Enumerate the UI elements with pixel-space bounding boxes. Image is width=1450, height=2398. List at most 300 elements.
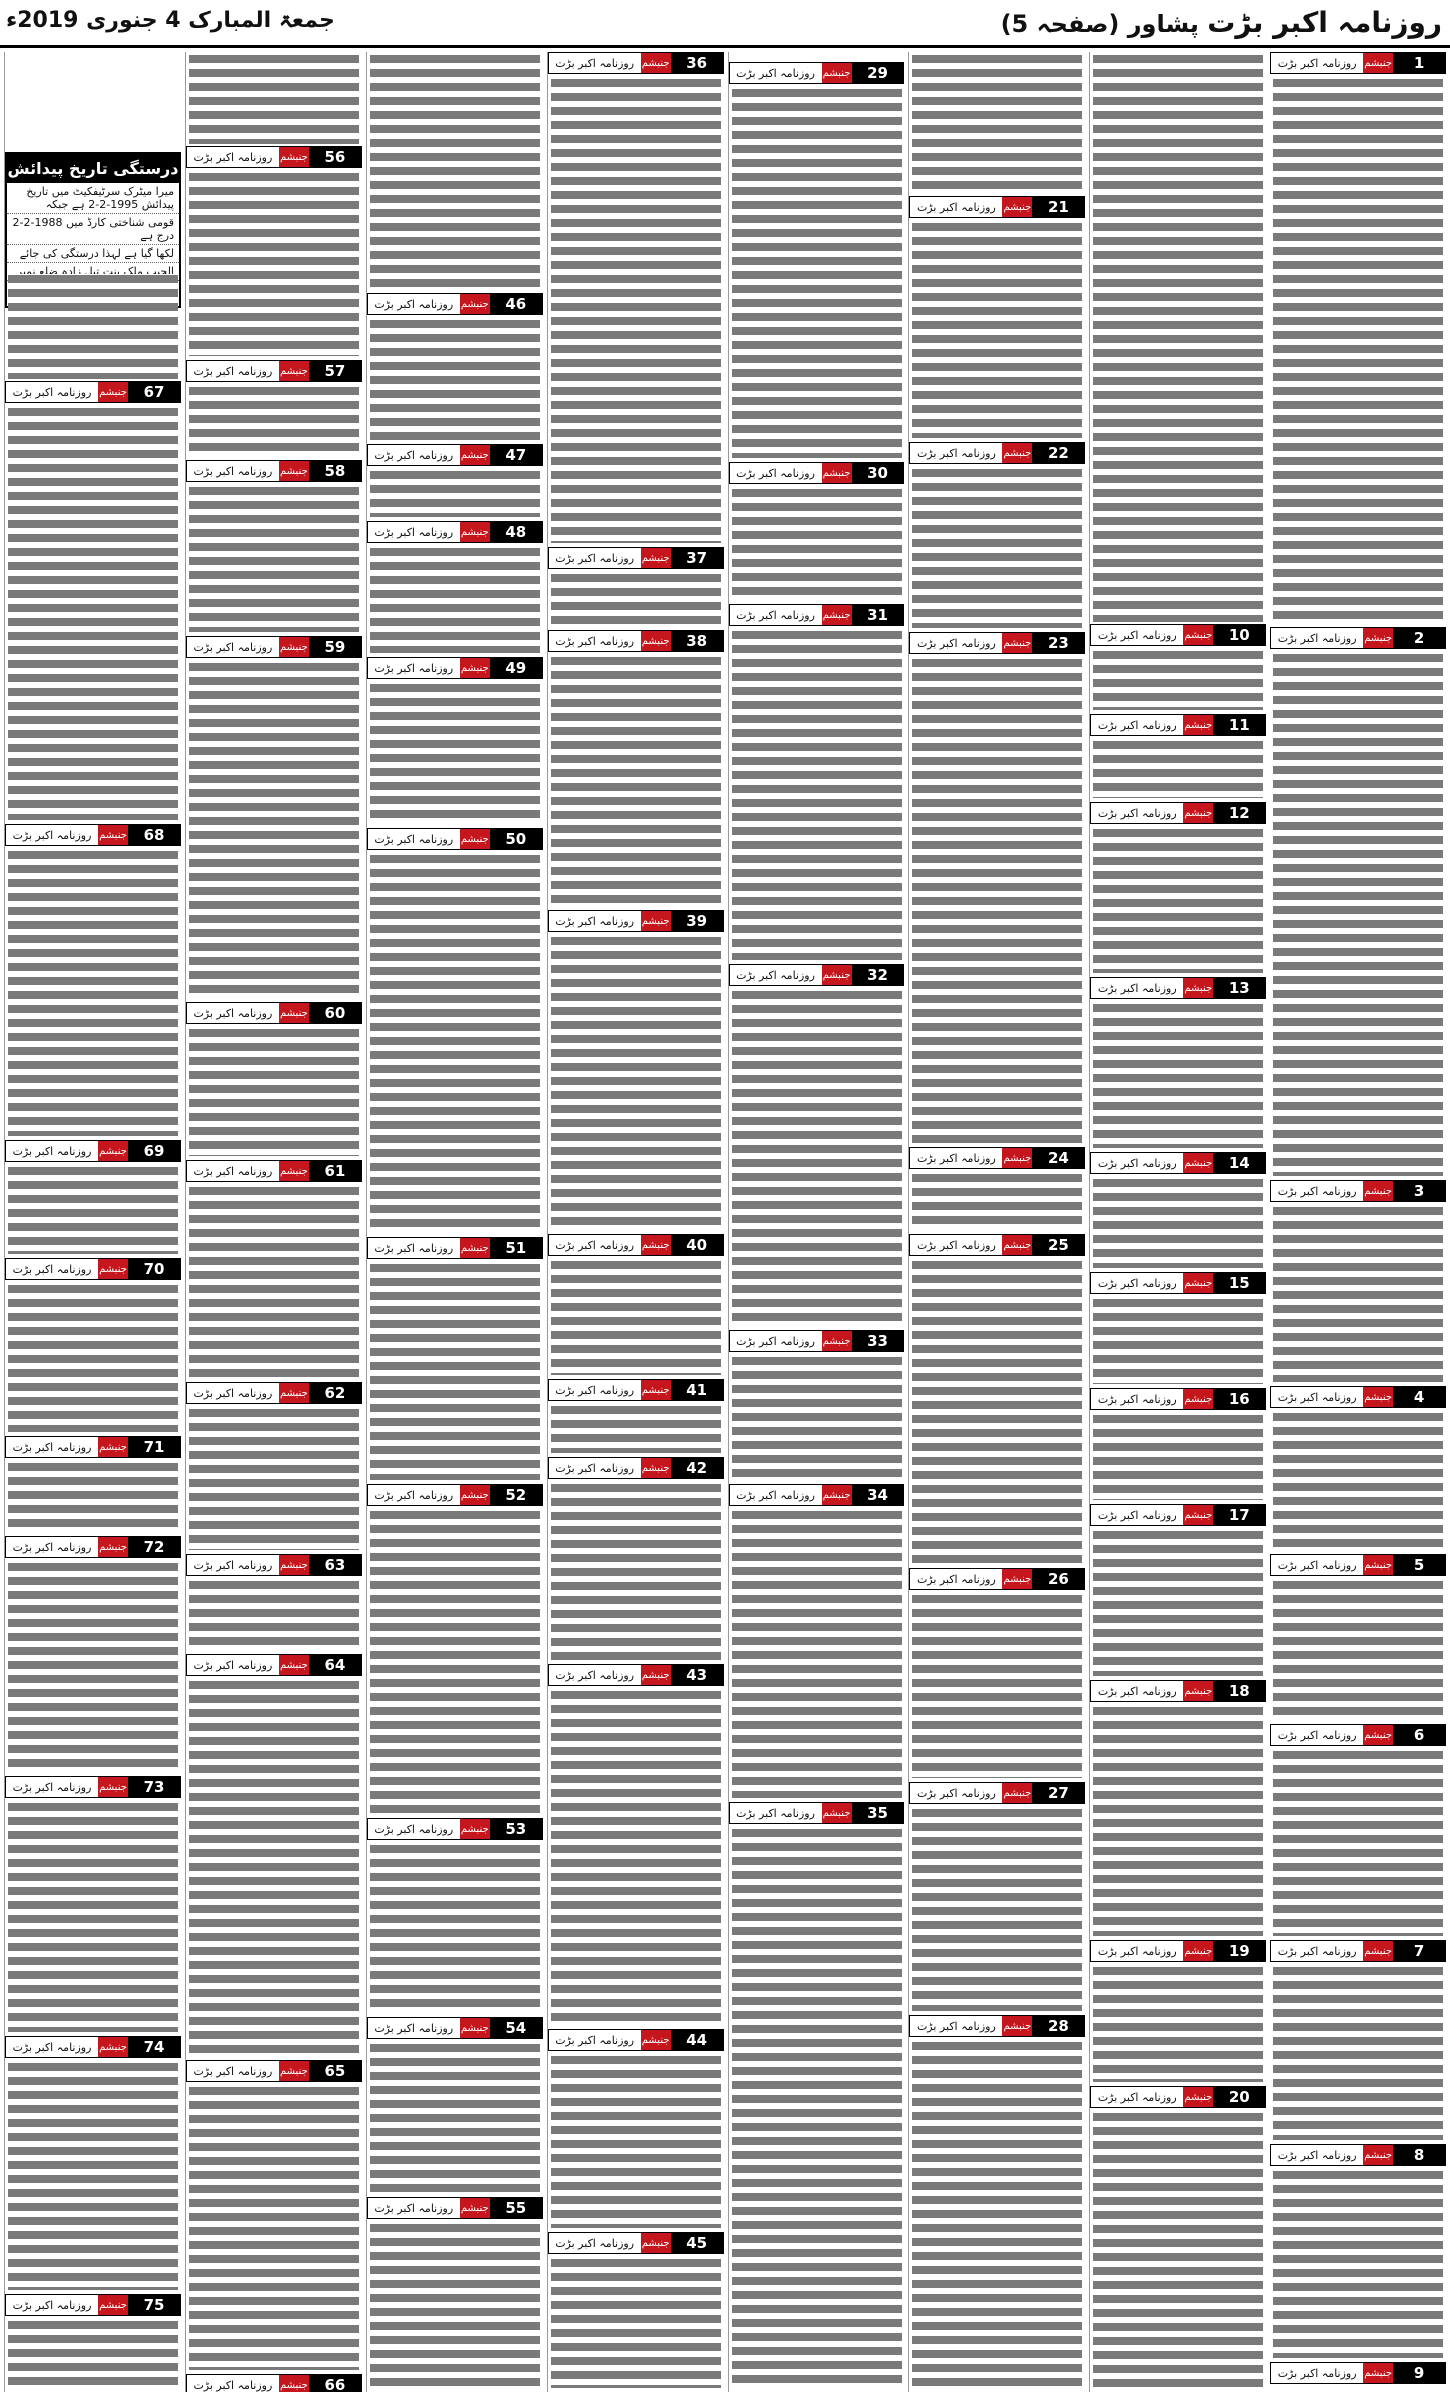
notice-paper-label: روزنامہ اکبر بڑت	[916, 2019, 996, 2033]
notice-header	[1270, 627, 1446, 649]
notice-number: 14	[1213, 1153, 1265, 1173]
notice-number: 21	[1032, 197, 1084, 217]
notice-body	[186, 170, 362, 358]
notice-header	[186, 460, 362, 482]
notice-number: 9	[1393, 2363, 1445, 2383]
notice-item	[367, 2197, 543, 2219]
notice-body	[367, 1508, 543, 1816]
notice-paper-label: روزنامہ اکبر بڑت	[916, 1151, 996, 1165]
notice-number: 42	[671, 1458, 723, 1478]
notice-item	[1270, 1724, 1446, 1746]
notice-number: 32	[852, 965, 904, 985]
notice-paper-label: روزنامہ اکبر بڑت	[1097, 1276, 1177, 1290]
notice-paper-label: روزنامہ اکبر بڑت	[374, 1241, 454, 1255]
notice-item	[367, 521, 543, 543]
notice-paper-label: روزنامہ اکبر بڑت	[193, 640, 273, 654]
notice-tag: جنبشم	[1002, 443, 1032, 463]
notice-tag: جنبشم	[822, 1331, 852, 1351]
notice-header	[5, 1436, 181, 1458]
notice-tag: جنبشم	[460, 829, 490, 849]
notice-column	[366, 52, 543, 2392]
notice-header	[1090, 1272, 1266, 1294]
notice-body	[367, 681, 543, 826]
notice-item	[1090, 977, 1266, 999]
masthead	[0, 0, 1450, 48]
notice-body	[1090, 2110, 1266, 2390]
notice-header	[1090, 1680, 1266, 1702]
notice-tag: جنبشم	[98, 825, 128, 845]
notice-number: 64	[309, 1655, 361, 1675]
notice-header	[548, 910, 724, 932]
notice-tag: جنبشم	[98, 1777, 128, 1797]
notice-tag: جنبشم	[1183, 2087, 1213, 2107]
notice-body	[1270, 2168, 1446, 2360]
notice-item	[1270, 1386, 1446, 1408]
notice-item	[909, 196, 1085, 218]
notice-paper-label: روزنامہ اکبر بڑت	[916, 446, 996, 460]
notice-number: 49	[490, 658, 542, 678]
notice-number: 13	[1213, 978, 1265, 998]
notice-tag: جنبشم	[279, 461, 309, 481]
notice-body	[186, 1026, 362, 1158]
notice-number: 57	[309, 361, 361, 381]
notice-item	[1090, 802, 1266, 824]
notice-body	[5, 2318, 181, 2390]
notice-paper-label: روزنامہ اکبر بڑت	[374, 661, 454, 675]
notice-paper-label: روزنامہ اکبر بڑت	[1277, 2366, 1357, 2380]
notice-number: 58	[309, 461, 361, 481]
notice-tag: جنبشم	[1183, 978, 1213, 998]
notice-paper-label: روزنامہ اکبر بڑت	[736, 968, 815, 982]
notice-body	[548, 654, 724, 908]
notice-body	[1090, 1964, 1266, 2084]
notice-header	[909, 1568, 1085, 1590]
notice-number: 33	[852, 1331, 904, 1351]
notice-tag: جنبشم	[641, 1235, 671, 1255]
notice-item	[548, 2232, 724, 2254]
notice-header	[729, 604, 905, 626]
notice-number: 43	[671, 1665, 723, 1685]
notice-number: 60	[309, 1003, 361, 1023]
notice-number: 61	[309, 1161, 361, 1181]
notice-header	[1090, 624, 1266, 646]
notice-paper-label: روزنامہ اکبر بڑت	[736, 608, 815, 622]
notice-body	[909, 1171, 1085, 1232]
notice-number: 29	[852, 63, 904, 83]
notice-header	[1090, 1504, 1266, 1526]
notice-paper-label: روزنامہ اکبر بڑت	[555, 1668, 635, 1682]
notice-number: 25	[1032, 1235, 1084, 1255]
notice-item	[186, 636, 362, 658]
notice-paper-label: روزنامہ اکبر بڑت	[555, 2033, 635, 2047]
notice-item	[909, 2015, 1085, 2037]
notice-item	[1270, 1940, 1446, 1962]
notice-item	[548, 1234, 724, 1256]
notice-number: 44	[671, 2030, 723, 2050]
notice-body	[5, 272, 181, 381]
notice-body	[367, 468, 543, 519]
notice-number: 18	[1213, 1681, 1265, 1701]
notice-body	[5, 1800, 181, 2034]
notice-number: 50	[490, 829, 542, 849]
notice-paper-label: روزنامہ اکبر بڑت	[1277, 631, 1357, 645]
notice-header	[186, 2060, 362, 2082]
notice-header	[5, 824, 181, 846]
notice-body	[5, 848, 181, 1138]
notice-tag: جنبشم	[641, 53, 671, 73]
notice-body	[548, 1688, 724, 2027]
notice-item	[909, 1782, 1085, 1804]
notice-tag: جنبشم	[460, 445, 490, 465]
notice-body	[909, 1806, 1085, 2013]
notice-item	[5, 1536, 181, 1558]
notice-header	[1270, 1724, 1446, 1746]
notice-number: 6	[1393, 1725, 1445, 1745]
notice-item	[367, 828, 543, 850]
notice-body	[186, 660, 362, 1000]
notice-tag: جنبشم	[641, 1380, 671, 1400]
notice-tag: جنبشم	[279, 1161, 309, 1181]
notice-paper-label: روزنامہ اکبر بڑت	[555, 56, 635, 70]
notice-body	[548, 571, 724, 628]
notice-tag: جنبشم	[1002, 197, 1032, 217]
notice-item	[548, 52, 724, 74]
notice-item	[548, 1379, 724, 1401]
notice-item	[909, 632, 1085, 654]
notice-paper-label: روزنامہ اکبر بڑت	[1097, 2090, 1177, 2104]
notice-body	[909, 52, 1085, 196]
masthead-title	[1001, 6, 1442, 39]
notice-body	[5, 1164, 181, 1256]
notice-item	[1270, 627, 1446, 649]
notice-body	[909, 656, 1085, 1145]
notice-paper-label: روزنامہ اکبر بڑت	[12, 1144, 92, 1158]
notice-body	[548, 934, 724, 1232]
notice-item	[367, 1484, 543, 1506]
notice-column	[1270, 52, 1446, 2392]
notice-header	[367, 521, 543, 543]
notice-tag: جنبشم	[279, 147, 309, 167]
notice-paper-label: روزنامہ اکبر بڑت	[374, 1822, 454, 1836]
notice-header	[5, 2036, 181, 2058]
notice-tag: جنبشم	[1363, 1941, 1393, 1961]
notice-number: 71	[128, 1437, 180, 1457]
notice-column	[1089, 52, 1266, 2392]
notice-item	[367, 657, 543, 679]
notice-header	[186, 1160, 362, 1182]
notice-tag: جنبشم	[641, 631, 671, 651]
notice-tag: جنبشم	[98, 2295, 128, 2315]
notice-paper-label: روزنامہ اکبر بڑت	[736, 66, 815, 80]
notice-number: 11	[1213, 715, 1265, 735]
notice-tag: جنبشم	[1363, 2145, 1393, 2165]
notice-body	[729, 1354, 905, 1482]
notice-header	[367, 828, 543, 850]
notice-item	[186, 360, 362, 382]
notice-tag: جنبشم	[1002, 1148, 1032, 1168]
notice-number: 47	[490, 445, 542, 465]
notice-number: 5	[1393, 1555, 1445, 1575]
notice-paper-label: روزنامہ اکبر بڑت	[1097, 806, 1177, 820]
notice-header	[548, 2232, 724, 2254]
notice-item	[729, 62, 905, 84]
notice-number: 55	[490, 2198, 542, 2218]
notice-item	[1090, 714, 1266, 736]
notice-paper-label: روزنامہ اکبر بڑت	[193, 464, 273, 478]
notice-body	[5, 2060, 181, 2292]
notice-body	[1090, 1001, 1266, 1150]
notice-item	[186, 1382, 362, 1404]
notice-number: 26	[1032, 1569, 1084, 1589]
notice-item	[186, 1654, 362, 1676]
notice-item	[186, 1160, 362, 1182]
notice-paper-label: روزنامہ اکبر بڑت	[12, 828, 92, 842]
notice-header	[548, 52, 724, 74]
notice-paper-label: روزنامہ اکبر بڑت	[1097, 1684, 1177, 1698]
notice-number: 1	[1393, 53, 1445, 73]
notice-tag: جنبشم	[279, 637, 309, 657]
notice-number: 68	[128, 825, 180, 845]
notice-header	[729, 1802, 905, 1824]
notice-header	[1090, 977, 1266, 999]
notice-paper-label: روزنامہ اکبر بڑت	[374, 2021, 454, 2035]
notice-tag: جنبشم	[460, 2018, 490, 2038]
notice-body	[186, 384, 362, 458]
notice-body	[548, 76, 724, 545]
notice-header	[909, 442, 1085, 464]
notice-paper-label: روزنامہ اکبر بڑت	[374, 2201, 454, 2215]
notice-body	[367, 545, 543, 655]
notice-header	[5, 1258, 181, 1280]
notice-body	[1270, 651, 1446, 1178]
notice-body	[729, 486, 905, 602]
notice-tag: جنبشم	[279, 1655, 309, 1675]
notice-paper-label: روزنامہ اکبر بڑت	[1277, 1184, 1357, 1198]
notice-header	[5, 2294, 181, 2316]
notice-body	[729, 988, 905, 1328]
notice-tag: جنبشم	[1183, 1153, 1213, 1173]
notice-body	[909, 220, 1085, 440]
notice-tag: جنبشم	[1363, 1181, 1393, 1201]
notice-number: 23	[1032, 633, 1084, 653]
notice-body	[1090, 648, 1266, 712]
notice-tag: جنبشم	[279, 1003, 309, 1023]
notice-header	[1270, 2144, 1446, 2166]
notice-paper-label: روزنامہ اکبر بڑت	[1277, 1558, 1357, 1572]
notice-paper-label: روزنامہ اکبر بڑت	[12, 2298, 92, 2312]
notice-item	[186, 2060, 362, 2082]
notice-tag: جنبشم	[1183, 803, 1213, 823]
notice-number: 20	[1213, 2087, 1265, 2107]
notice-body	[1090, 1176, 1266, 1270]
notice-header	[367, 2197, 543, 2219]
notice-number: 62	[309, 1383, 361, 1403]
notice-tag: جنبشم	[1183, 1681, 1213, 1701]
notice-number: 30	[852, 463, 904, 483]
notice-number: 40	[671, 1235, 723, 1255]
notice-paper-label: روزنامہ اکبر بڑت	[193, 1006, 273, 1020]
notice-item	[1270, 52, 1446, 74]
notice-paper-label: روزنامہ اکبر بڑت	[193, 1164, 273, 1178]
notice-item	[5, 1436, 181, 1458]
notice-header	[1270, 1386, 1446, 1408]
notice-body	[367, 317, 543, 442]
notice-tag: جنبشم	[1363, 1387, 1393, 1407]
notice-paper-label: روزنامہ اکبر بڑت	[193, 150, 273, 164]
notice-number: 52	[490, 1485, 542, 1505]
notice-columns	[4, 52, 1446, 2392]
notice-header	[1270, 1554, 1446, 1576]
notice-item	[5, 2294, 181, 2316]
notice-column	[908, 52, 1085, 2392]
notice-item	[909, 1147, 1085, 1169]
notice-tag: جنبشم	[1363, 1725, 1393, 1745]
notice-item	[548, 630, 724, 652]
notice-header	[548, 1457, 724, 1479]
notice-number: 41	[671, 1380, 723, 1400]
notice-header	[729, 462, 905, 484]
notice-tag: جنبشم	[641, 2233, 671, 2253]
notice-tag: جنبشم	[641, 1665, 671, 1685]
notice-number: 24	[1032, 1148, 1084, 1168]
notice-header	[186, 146, 362, 168]
notice-item	[367, 293, 543, 315]
notice-header	[1270, 2362, 1446, 2384]
notice-header	[5, 1536, 181, 1558]
notice-tag: جنبشم	[460, 1819, 490, 1839]
notice-header	[548, 547, 724, 569]
notice-body	[186, 1678, 362, 2058]
notice-paper-label: روزنامہ اکبر بڑت	[374, 1488, 454, 1502]
notice-paper-label: روزنامہ اکبر بڑت	[555, 1461, 635, 1475]
notice-column	[185, 52, 362, 2392]
notice-number: 15	[1213, 1273, 1265, 1293]
notice-tag: جنبشم	[641, 2030, 671, 2050]
notice-paper-label: روزنامہ اکبر بڑت	[916, 636, 996, 650]
notice-body	[1270, 1964, 1446, 2142]
notice-header	[729, 964, 905, 986]
notice-tag: جنبشم	[822, 463, 852, 483]
notice-number: 36	[671, 53, 723, 73]
notice-body	[5, 1460, 181, 1534]
notice-item	[548, 2029, 724, 2051]
notice-header	[909, 196, 1085, 218]
notice-item	[5, 1140, 181, 1162]
notice-body	[1270, 1410, 1446, 1552]
notice-header	[1090, 1940, 1266, 1962]
notice-body	[367, 52, 543, 293]
notice-paper-label: روزنامہ اکبر بڑت	[193, 1658, 273, 1672]
notice-paper-label: روزنامہ اکبر بڑت	[193, 2064, 273, 2078]
notice-body	[729, 628, 905, 962]
notice-body	[5, 1560, 181, 1774]
correction-line: لکھا گیا ہے لہذا درستگی کی جائے	[7, 245, 179, 263]
notice-header	[548, 1379, 724, 1401]
notice-body	[1270, 1578, 1446, 1722]
notice-tag: جنبشم	[460, 658, 490, 678]
notice-tag: جنبشم	[98, 1437, 128, 1457]
notice-body	[186, 52, 362, 146]
notice-item	[1090, 1152, 1266, 1174]
notice-tag: جنبشم	[1183, 1273, 1213, 1293]
notice-body	[1270, 1748, 1446, 1938]
notice-header	[548, 2029, 724, 2051]
notice-header	[5, 381, 181, 403]
notice-body	[548, 2053, 724, 2230]
notice-header	[1270, 1940, 1446, 1962]
notice-body	[1090, 738, 1266, 800]
notice-body	[186, 1184, 362, 1380]
notice-header	[1090, 802, 1266, 824]
notice-tag: جنبشم	[279, 2375, 309, 2392]
notice-number: 17	[1213, 1505, 1265, 1525]
notice-item	[548, 1457, 724, 1479]
notice-body	[5, 405, 181, 822]
notice-tag: جنبشم	[1183, 1941, 1213, 1961]
notice-paper-label: روزنامہ اکبر بڑت	[555, 551, 635, 565]
notice-paper-label: روزنامہ اکبر بڑت	[1097, 628, 1177, 642]
notice-paper-label: روزنامہ اکبر بڑت	[12, 1440, 92, 1454]
notice-header	[729, 1484, 905, 1506]
notice-item	[367, 444, 543, 466]
notice-item	[729, 1330, 905, 1352]
notice-header	[729, 62, 905, 84]
notice-item	[1090, 1940, 1266, 1962]
notice-body	[367, 2221, 543, 2390]
notice-tag: جنبشم	[1363, 2363, 1393, 2383]
notice-tag: جنبشم	[1002, 1569, 1032, 1589]
notice-header	[1090, 714, 1266, 736]
notice-number: 19	[1213, 1941, 1265, 1961]
notice-tag: جنبشم	[822, 605, 852, 625]
notice-column	[728, 52, 905, 2392]
notice-tag: جنبشم	[1363, 1555, 1393, 1575]
notice-item	[1090, 624, 1266, 646]
notice-tag: جنبشم	[641, 911, 671, 931]
notice-header	[1270, 52, 1446, 74]
notice-tag: جنبشم	[279, 361, 309, 381]
notice-tag: جنبشم	[98, 2037, 128, 2057]
notice-body	[1270, 1204, 1446, 1384]
notice-item	[729, 1484, 905, 1506]
notice-number: 45	[671, 2233, 723, 2253]
notice-tag: جنبشم	[822, 1485, 852, 1505]
notice-body	[186, 484, 362, 634]
notice-item	[186, 2374, 362, 2392]
notice-item	[1270, 2144, 1446, 2166]
notice-paper-label: روزنامہ اکبر بڑت	[12, 1262, 92, 1276]
notice-paper-label: روزنامہ اکبر بڑت	[193, 2378, 273, 2392]
notice-body	[909, 1258, 1085, 1566]
notice-paper-label: روزنامہ اکبر بڑت	[1277, 1944, 1357, 1958]
notice-tag: جنبشم	[98, 1537, 128, 1557]
notice-header	[186, 2374, 362, 2392]
notice-number: 2	[1393, 628, 1445, 648]
notice-header	[548, 630, 724, 652]
notice-paper-label: روزنامہ اکبر بڑت	[736, 1488, 815, 1502]
notice-number: 67	[128, 382, 180, 402]
notice-paper-label: روزنامہ اکبر بڑت	[374, 448, 454, 462]
notice-header	[367, 1818, 543, 1840]
notice-item	[1090, 1272, 1266, 1294]
notice-number: 70	[128, 1259, 180, 1279]
notice-header	[186, 1382, 362, 1404]
notice-item	[367, 1818, 543, 1840]
notice-tag: جنبشم	[641, 1458, 671, 1478]
notice-item	[729, 964, 905, 986]
notice-item	[367, 1237, 543, 1259]
notice-number: 75	[128, 2295, 180, 2315]
